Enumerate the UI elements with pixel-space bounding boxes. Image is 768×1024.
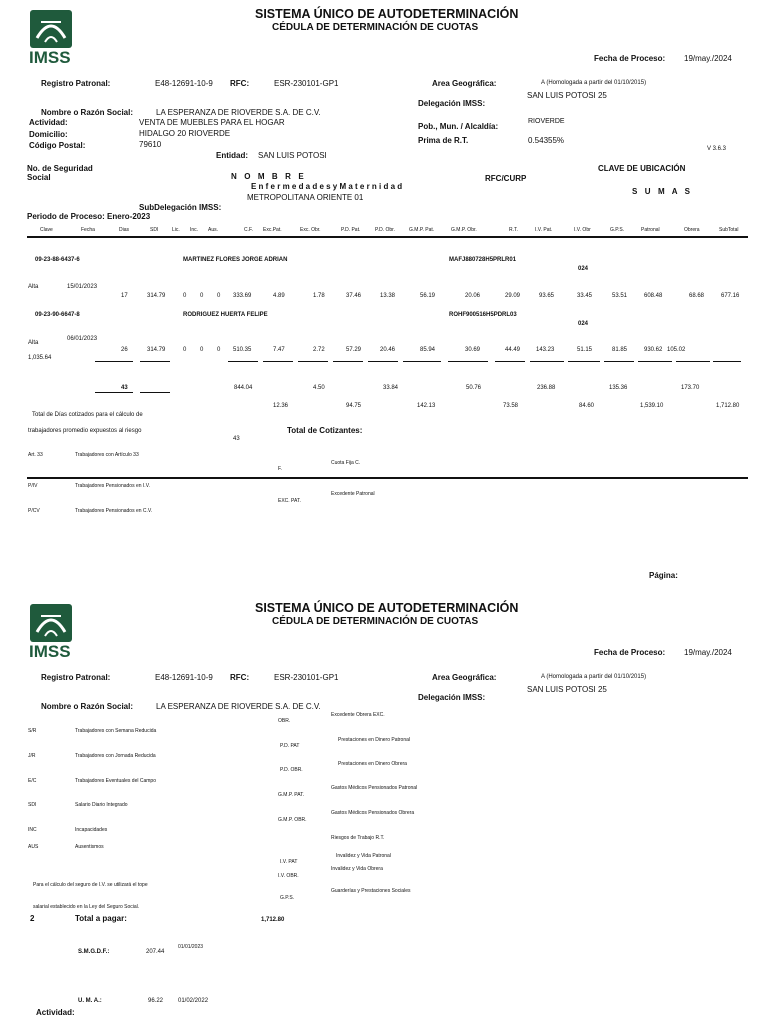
piv-code: P/IV — [28, 483, 38, 489]
tope-note-2: salarial establecido en la Ley del Seguro Social. — [33, 904, 140, 910]
page2-count: 2 — [30, 914, 35, 923]
abbr-desc: Guarderías y Prestaciones Sociales — [331, 888, 411, 894]
registro-value: E48-12691-10-9 — [155, 79, 213, 88]
fecha-value: 19/may./2024 — [684, 54, 732, 63]
worker-rt: 44.49 — [505, 347, 521, 353]
abbr-label: P.D. PAT — [280, 743, 300, 749]
worker-cf: 510.35 — [233, 347, 252, 353]
prima-value: 0.54355% — [528, 136, 565, 145]
total-pd-pat: 94.75 — [346, 403, 362, 409]
entidad-value: SAN LUIS POTOSI — [258, 151, 327, 160]
abbr-desc: Gastos Médicos Pensionados Obrera — [331, 810, 415, 816]
document-title: SISTEMA ÚNICO DE AUTODETERMINACIÓN — [255, 7, 519, 21]
worker-fecha: 15/01/2023 — [67, 284, 98, 290]
col-sdi: SDI — [150, 227, 159, 233]
worker-exc-obr: 2.72 — [313, 347, 325, 353]
col-obrera: Obrera — [684, 227, 700, 233]
worker-pd-pat: 37.46 — [346, 293, 362, 299]
delegacion-value: SAN LUIS POTOSI 25 — [527, 91, 607, 100]
nss-label: No. de Seguridad — [27, 164, 93, 173]
worker-obrera: 68.68 — [689, 293, 705, 299]
worker-iv-obr: 33.45 — [577, 293, 593, 299]
footer-rule — [27, 477, 748, 479]
total-exc-pat: 12.36 — [273, 403, 289, 409]
smgdf-value: 207.44 — [146, 949, 165, 955]
col-subtotal: SubTotal — [719, 227, 739, 233]
abbr-desc: Prestaciones en Dinero Obrera — [338, 761, 407, 767]
col-dias: Dias — [119, 227, 130, 233]
worker-nss: 09-23-88-6437-6 — [35, 257, 80, 263]
legend-code: INC — [28, 827, 37, 833]
rfc-value: ESR-230101-GP1 — [274, 673, 339, 682]
pob-value: RIOVERDE — [528, 118, 565, 125]
logo-text: IMSS — [29, 642, 71, 661]
legend-desc: Trabajadores Eventuales del Campo — [75, 778, 156, 784]
total-gps: 135.36 — [609, 385, 628, 391]
nombre-value: LA ESPERANZA DE RIOVERDE S.A. DE C.V. — [156, 108, 321, 117]
worker-patronal: 930.62 — [644, 347, 663, 353]
worker-dias: 26 — [121, 347, 128, 353]
worker-patronal: 608.48 — [644, 293, 663, 299]
exc-pat-label: EXC. PAT. — [278, 498, 301, 504]
legend-code: SDI — [28, 802, 37, 808]
col-fecha: Fecha — [81, 227, 95, 233]
rfc-value: ESR-230101-GP1 — [274, 79, 339, 88]
worker-rfc: MAFJ880728H5PRLR01 — [449, 257, 517, 263]
col-gmp-obr: G.M.P. Obr. — [451, 227, 477, 233]
col-iv-pat: I.V. Pat. — [535, 227, 553, 233]
nombre-label: Nombre o Razón Social: — [41, 108, 134, 117]
total-obrera: 173.70 — [681, 385, 700, 391]
area-value: A (Homologada a partir del 01/10/2015) — [541, 80, 647, 86]
total-exc-obr: 4.50 — [313, 385, 325, 391]
rfc-label: RFC: — [230, 79, 250, 88]
rfc-label: RFC: — [230, 673, 250, 682]
periodo-proceso: Periodo de Proceso: Enero-2023 — [27, 212, 151, 221]
worker-fecha: 06/01/2023 — [67, 336, 98, 342]
total-iv-obr: 84.60 — [579, 403, 595, 409]
abbr-desc: Riesgos de Trabajo R.T. — [331, 835, 385, 841]
worker-iv-pat: 143.23 — [536, 347, 555, 353]
col-patronal: Patronal — [641, 227, 660, 233]
domicilio-label: Domicilio: — [29, 130, 68, 139]
worker-exc-obr: 1.78 — [313, 293, 325, 299]
col-pd-obr: P.D. Obr. — [375, 227, 395, 233]
worker-dias: 17 — [121, 293, 128, 299]
domicilio-value: HIDALGO 20 RIOVERDE — [139, 129, 231, 138]
worker-gmp-pat: 56.19 — [420, 293, 436, 299]
col-exc-obr: Exc. Obr. — [300, 227, 321, 233]
worker-lic: 0 — [183, 293, 187, 299]
version: V 3.6.3 — [707, 146, 727, 152]
cp-value: 79610 — [139, 140, 162, 149]
legend-desc: Salario Diario Integrado — [75, 802, 128, 808]
entidad-label: Entidad: — [216, 151, 248, 160]
abbr-label: G.M.P. PAT. — [278, 792, 305, 798]
total-pd-obr: 33.84 — [383, 385, 399, 391]
worker-inc: 0 — [200, 293, 204, 299]
subdelegacion-label: SubDelegación IMSS: — [139, 203, 222, 212]
tope-note: Para el cálculo del seguro de I.V. se utilizará el tope — [33, 882, 148, 888]
worker-subtotal: 677.16 — [721, 293, 740, 299]
delegacion-label: Delegación IMSS: — [418, 99, 486, 108]
worker-sdi: 314.79 — [147, 293, 166, 299]
nombre-label: Nombre o Razón Social: — [41, 702, 134, 711]
abbr-label: G.P.S. — [280, 895, 295, 901]
document-title: SISTEMA ÚNICO DE AUTODETERMINACIÓN — [255, 601, 519, 615]
worker-name: RODRIGUEZ HUERTA FELIPE — [183, 312, 268, 318]
worker-gps: 53.51 — [612, 293, 628, 299]
total-patronal: 1,539.10 — [640, 403, 664, 409]
legend-desc: Trabajadores con Semana Reducida — [75, 728, 157, 734]
worker-inc: 0 — [200, 347, 204, 353]
dias-cotizados-note: Total de Días cotizados para el cálculo de — [32, 412, 143, 418]
legend-desc: Incapacidades — [75, 827, 108, 833]
worker-iv-obr: 51.15 — [577, 347, 593, 353]
excedente-patronal-desc: Excedente Patronal — [331, 491, 375, 497]
actividad-label: Actividad: — [36, 1008, 75, 1017]
piv-desc: Trabajadores Pensionados en I.V. — [75, 483, 150, 489]
worker-sdi: 314.79 — [147, 347, 166, 353]
worker-mov: Alta — [28, 284, 39, 290]
clave-ubicacion: CLAVE DE UBICACIÓN — [598, 164, 686, 173]
pcv-code: P/CV — [28, 508, 40, 514]
worker-gmp-pat: 85.94 — [420, 347, 436, 353]
worker-iv-pat: 93.65 — [539, 293, 555, 299]
uma-date: 01/02/2022 — [178, 998, 209, 1004]
delegacion-label: Delegación IMSS: — [418, 693, 486, 702]
document-subtitle: CÉDULA DE DETERMINACIÓN DE CUOTAS — [272, 616, 479, 627]
pagina-label: Página: — [649, 571, 678, 580]
worker-ubicacion: 024 — [578, 321, 589, 327]
legend-code: AUS — [28, 844, 39, 850]
legend-code: E/C — [28, 778, 37, 784]
worker-mov: Alta — [28, 340, 39, 346]
col-aus: Aus. — [208, 227, 219, 233]
area-value: A (Homologada a partir del 01/10/2015) — [541, 674, 647, 680]
dias-cotizados-value: 43 — [233, 436, 240, 442]
worker-exc-pat: 4.89 — [273, 293, 285, 299]
worker-rfc: ROHF900516H5PDRL03 — [449, 312, 517, 318]
legend-desc: Ausentismos — [75, 844, 104, 850]
enf-mat-header: E n f e r m e d a d e s y M a t e r n i d a d — [251, 182, 403, 191]
worker-gmp-obr: 30.69 — [465, 347, 481, 353]
registro-label: Registro Patronal: — [41, 79, 111, 88]
worker-aus: 0 — [217, 293, 221, 299]
prima-label: Prima de R.T. — [418, 136, 469, 145]
worker-lic: 0 — [183, 347, 187, 353]
logo-text: IMSS — [29, 48, 71, 67]
worker-rt: 29.09 — [505, 293, 521, 299]
smgdf-label: S.M.G.D.F.: — [78, 949, 110, 955]
dias-cotizados-note-2: trabajadores promedio expuestos al riesgo — [28, 428, 142, 434]
total-subtotal: 1,712.80 — [716, 403, 740, 409]
total-pagar-value: 1,712.80 — [261, 917, 285, 923]
total-pagar-label: Total a pagar: — [75, 914, 127, 923]
col-cf: C.F. — [244, 227, 253, 233]
worker-gmp-obr: 20.06 — [465, 293, 481, 299]
abbr-label: OBR. — [278, 718, 291, 724]
col-iv-obr: I.V. Obr — [574, 227, 591, 233]
delegacion-value: SAN LUIS POTOSI 25 — [527, 685, 607, 694]
worker-aus: 0 — [217, 347, 221, 353]
art33-desc: Trabajadores con Artículo 33 — [75, 452, 139, 458]
worker-ubicacion: 024 — [578, 266, 589, 272]
abbr-label: P.D. OBR. — [280, 767, 303, 773]
col-pd-pat: P.D. Pat. — [341, 227, 361, 233]
nombre-column: N O M B R E — [231, 172, 307, 181]
nombre-value: LA ESPERANZA DE RIOVERDE S.A. DE C.V. — [156, 702, 321, 711]
total-cf: 844.04 — [234, 385, 253, 391]
cp-label: Código Postal: — [29, 141, 86, 150]
worker-gps: 81.85 — [612, 347, 628, 353]
worker-nss: 09-23-90-6647-8 — [35, 312, 80, 318]
actividad-label: Actividad: — [29, 118, 68, 127]
f-label: F. — [278, 466, 282, 472]
abbr-desc: Prestaciones en Dinero Patronal — [338, 737, 410, 743]
area-label: Area Geográfica: — [432, 79, 497, 88]
uma-value: 96.22 — [148, 998, 164, 1004]
worker-pd-obr: 20.46 — [380, 347, 396, 353]
abbr-desc: Excedente Obrera EXC. — [331, 712, 385, 718]
col-rt: R.T. — [509, 227, 518, 233]
total-gmp-obr: 50.76 — [466, 385, 482, 391]
actividad-value: VENTA DE MUEBLES PARA EL HOGAR — [139, 118, 285, 127]
worker-subtotal: 1,035.64 — [28, 355, 52, 361]
document-subtitle: CÉDULA DE DETERMINACIÓN DE CUOTAS — [272, 22, 479, 33]
worker-name: MARTINEZ FLORES JORGE ADRIAN — [183, 257, 288, 263]
col-clave: Clave — [40, 227, 53, 233]
smgdf-date: 01/01/2023 — [178, 944, 204, 950]
abbr-desc: Invalidez y Vida Patronal — [336, 853, 391, 859]
area-label: Area Geográfica: — [432, 673, 497, 682]
worker-exc-pat: 7.47 — [273, 347, 285, 353]
col-inc: Inc. — [190, 227, 199, 233]
fecha-label: Fecha de Proceso: — [594, 54, 666, 63]
worker-obrera: 105.02 — [667, 347, 686, 353]
worker-cf: 333.69 — [233, 293, 252, 299]
legend-code: S/R — [28, 728, 37, 734]
header-rule — [27, 236, 748, 238]
fecha-value: 19/may./2024 — [684, 648, 732, 657]
legend-desc: Trabajadores con Jornada Reducida — [75, 753, 156, 759]
col-gps: G.P.S. — [610, 227, 625, 233]
subdelegacion-value: METROPOLITANA ORIENTE 01 — [247, 193, 364, 202]
worker-pd-obr: 13.38 — [380, 293, 396, 299]
cuota-fija-desc: Cuota Fija C. — [331, 460, 361, 466]
legend-code: J/R — [28, 753, 36, 759]
total-rt: 73.58 — [503, 403, 519, 409]
art33-code: Art. 33 — [28, 452, 43, 458]
abbr-label: G.M.P. OBR. — [278, 817, 307, 823]
sumas-header: S U M A S — [632, 187, 693, 196]
worker-pd-pat: 57.29 — [346, 347, 362, 353]
col-gmp-pat: G.M.P. Pat. — [409, 227, 435, 233]
registro-label: Registro Patronal: — [41, 673, 111, 682]
rfc-curp-column: RFC/CURP — [485, 174, 527, 183]
col-exc-pat: Exc.Pat. — [263, 227, 282, 233]
total-cotizantes-label: Total de Cotizantes: — [287, 426, 363, 435]
total-dias: 43 — [121, 385, 128, 391]
total-iv-pat: 236.88 — [537, 385, 556, 391]
abbr-label: I.V. OBR. — [278, 873, 299, 879]
fecha-label: Fecha de Proceso: — [594, 648, 666, 657]
registro-value: E48-12691-10-9 — [155, 673, 213, 682]
pob-label: Pob., Mun. / Alcaldía: — [418, 122, 499, 131]
nss-label-2: Social — [27, 173, 51, 182]
abbr-desc: Gastos Médicos Pensionados Patronal — [331, 785, 418, 791]
abbr-desc: Invalidez y Vida Obrera — [331, 866, 383, 872]
uma-label: U. M. A.: — [78, 998, 102, 1004]
pcv-desc: Trabajadores Pensionados en C.V. — [75, 508, 153, 514]
col-lic: Lic. — [172, 227, 180, 233]
total-gmp-pat: 142.13 — [417, 403, 436, 409]
abbr-label: I.V. PAT — [280, 859, 298, 865]
